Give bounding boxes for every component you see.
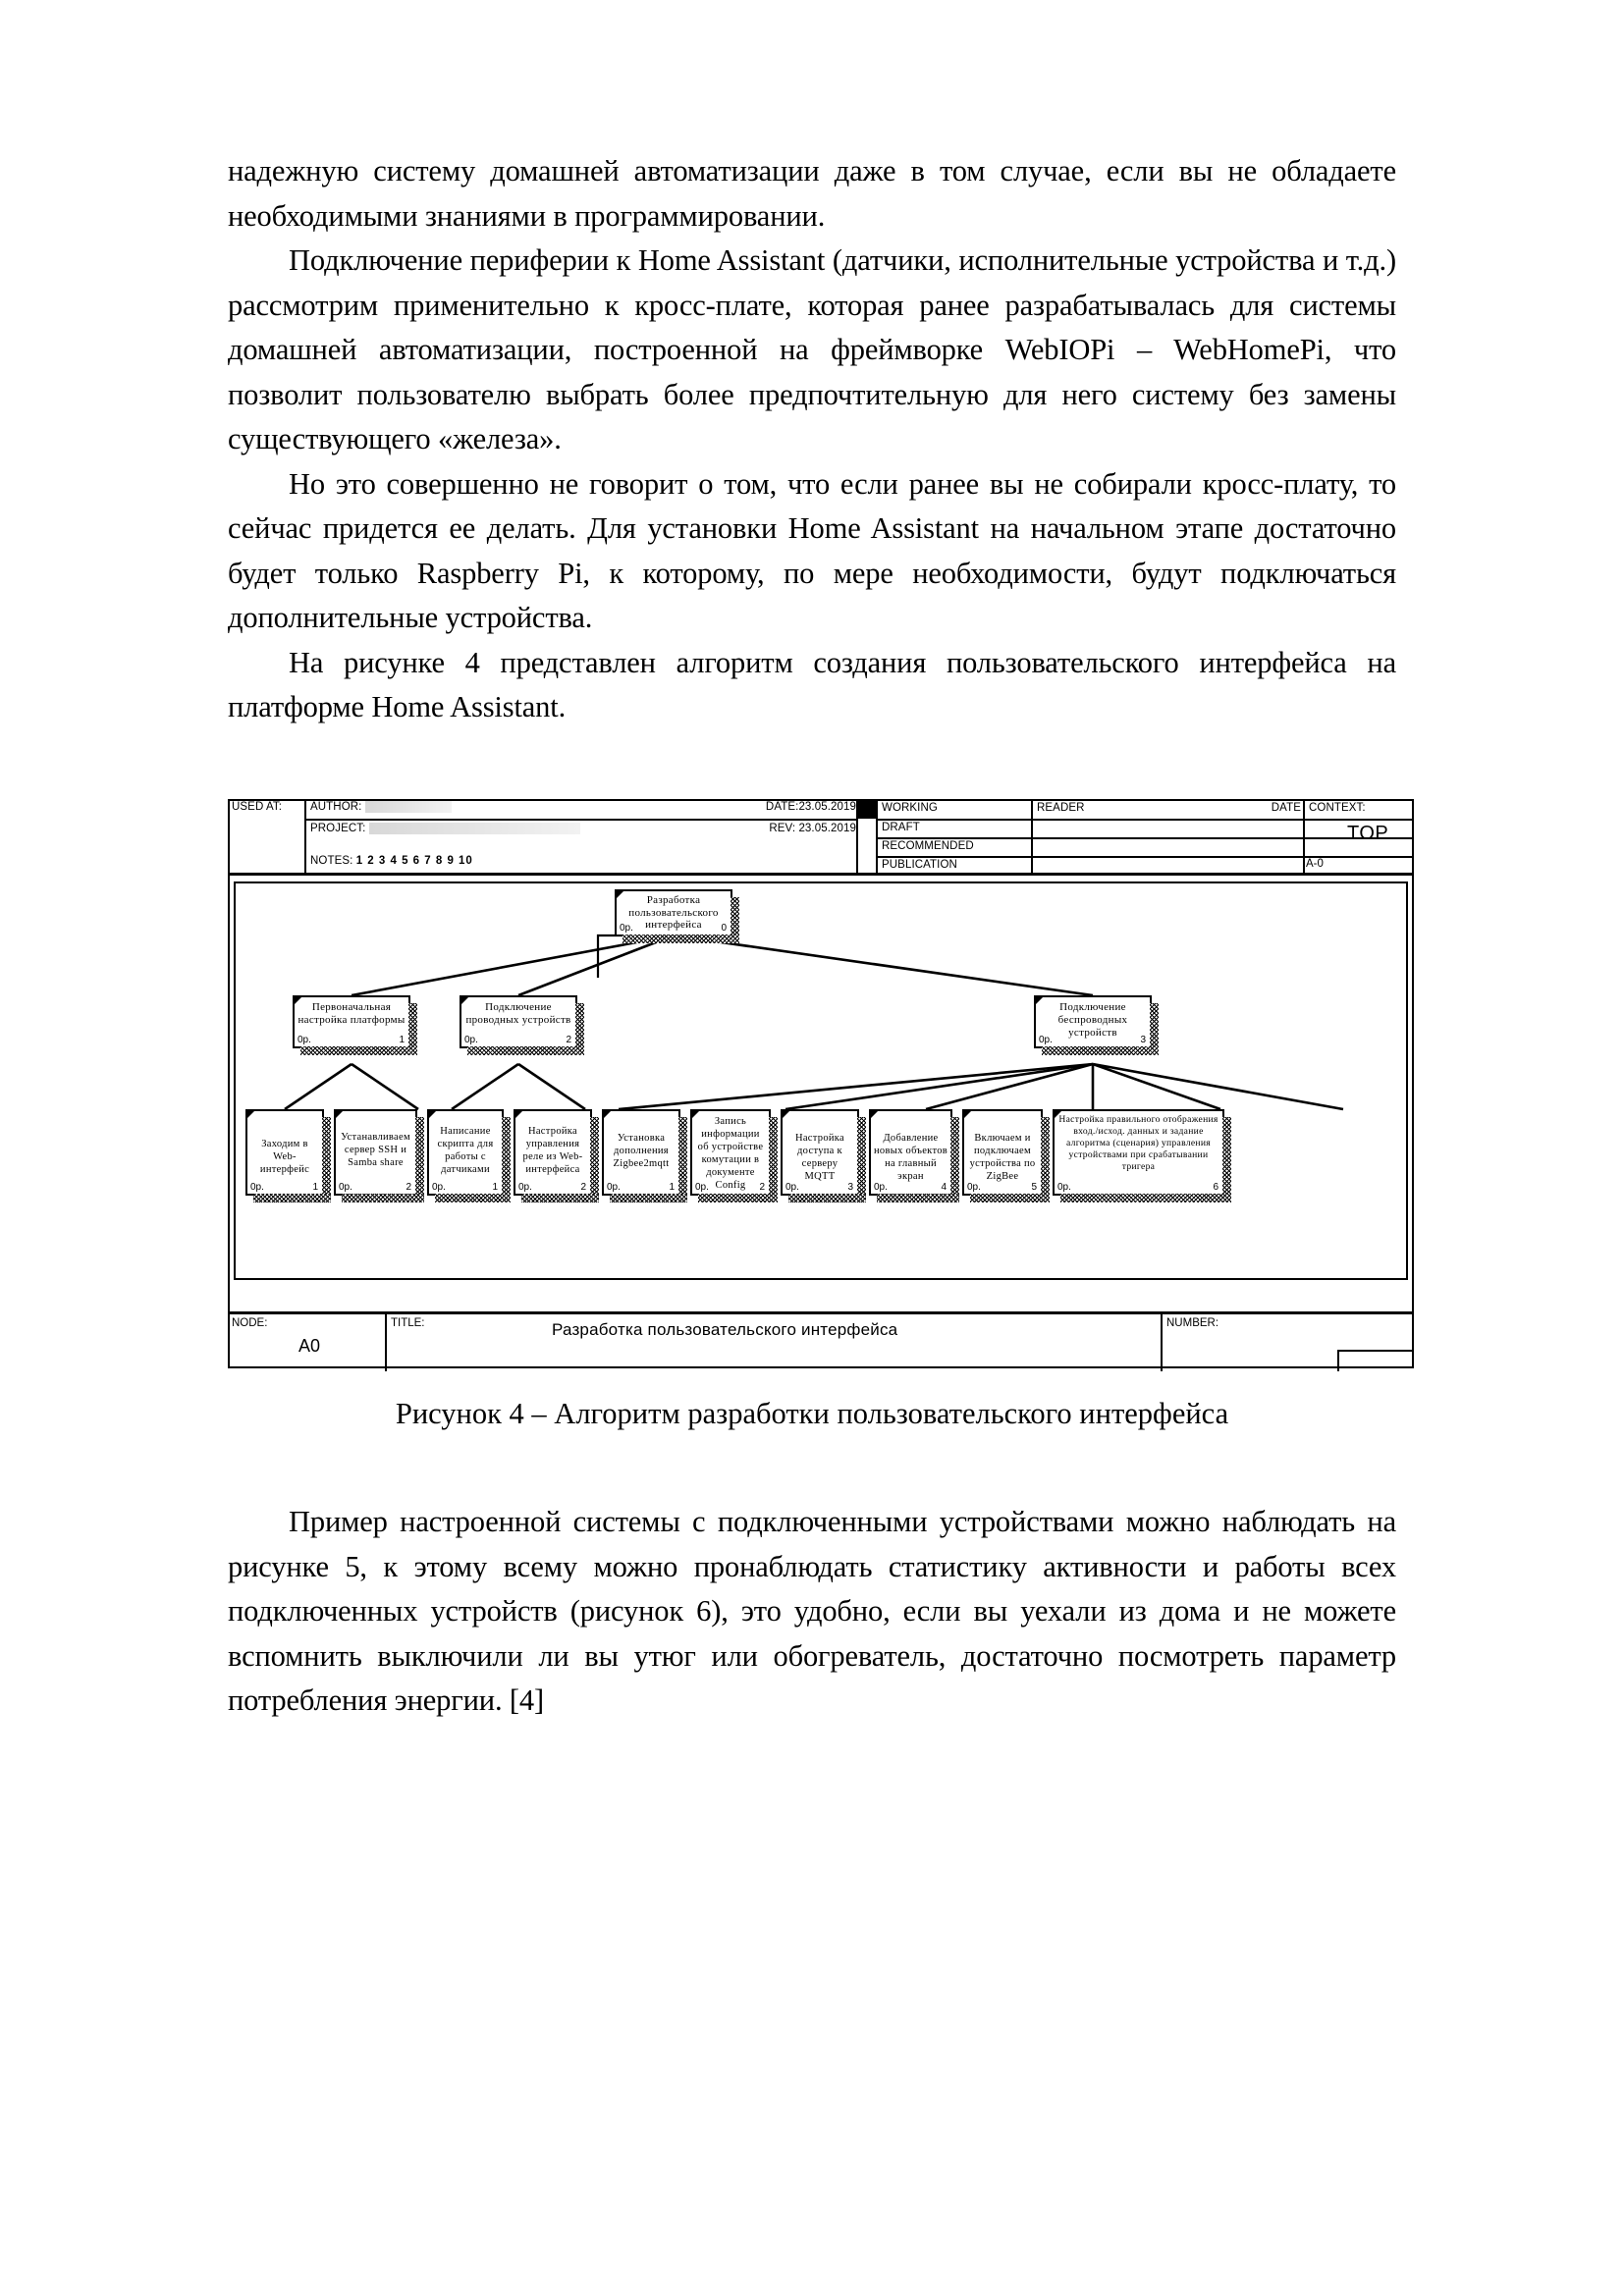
node-number: 1 — [492, 1182, 498, 1193]
paragraph: Пример настроенной системы с подключенными устройствами можно наблюдать на рисунке 5, к этому всему можно пронаблюдать статистику активности и работы всех подключенных устройств (рисунок 6), это удобно, если вы уехали из дома и не можете вспомнить выключили ли вы утюг или обогреватель, достаточно посмотреть параметр потребления энергии. [4] — [228, 1505, 1396, 1717]
paragraph: На рисунке 4 представлен алгоритм создания пользовательского интерфейса на платформе Home Assistant. — [228, 645, 1396, 723]
node-shadow — [769, 1117, 778, 1202]
context-value: TOP — [1347, 823, 1389, 844]
node-label: Устанавливаем сервер SSH и Samba share — [341, 1132, 410, 1168]
node-label: Запись информации об устройстве комутации в документе Config — [697, 1116, 764, 1191]
node-number: 3 — [847, 1182, 853, 1193]
context-label: CONTEXT: — [1309, 802, 1366, 814]
node-leaf-10[interactable] — [1053, 1109, 1224, 1196]
node-leaf-8[interactable] — [869, 1109, 952, 1196]
status-recommended: RECOMMENDED — [882, 840, 974, 852]
node-shadow-bottom — [253, 1194, 331, 1202]
node-shadow — [950, 1117, 959, 1202]
node-corner-icon — [429, 1111, 436, 1118]
project-label — [306, 821, 580, 835]
diagram-footer — [228, 1311, 1414, 1368]
node-cost: 0р. — [785, 1182, 799, 1193]
node-shadow-bottom — [877, 1194, 959, 1202]
footer-title-label: TITLE: — [391, 1317, 425, 1329]
node-number: 2 — [566, 1035, 571, 1045]
node-label: Настройка правильного отображения вход./исход. данных и задание алгоритма (сценария) управления устройствами при срабатывании тригера — [1058, 1114, 1218, 1172]
node-shadow — [1222, 1117, 1231, 1202]
paragraph: надежную систему домашней автоматизации даже в том случае, если вы не обладаете необходимыми знаниями в программировании. — [228, 154, 1396, 233]
tree-connector-lines — [234, 881, 1408, 1280]
date-field — [670, 799, 856, 814]
idef0-node-tree-figure — [228, 799, 1414, 1368]
status-publication: PUBLICATION — [882, 859, 957, 871]
date-column-label: DATE — [1271, 802, 1301, 814]
node-shadow-bottom — [698, 1194, 778, 1202]
context-node-id: A-0 — [1306, 858, 1324, 870]
node-shadow-bottom — [300, 1046, 417, 1055]
node-label: Разработка пользовательского интерфейса — [628, 894, 719, 931]
node-number: 2 — [759, 1182, 765, 1193]
used-at-label: USED AT: — [232, 801, 283, 813]
rev-label: REV: — [769, 823, 796, 834]
node-cost: 0р. — [464, 1035, 478, 1045]
node-root[interactable] — [615, 889, 732, 936]
node-number: 1 — [399, 1035, 405, 1045]
node-shadow — [857, 1117, 866, 1202]
status-working: WORKING — [882, 802, 938, 814]
node-number: 2 — [580, 1182, 586, 1193]
diagram-header — [228, 799, 1414, 876]
node-cost: 0р. — [432, 1182, 446, 1193]
node-shadow — [678, 1117, 687, 1202]
date-value: 23.05.2019 — [798, 801, 856, 813]
author-label-text: AUTHOR: — [310, 801, 362, 814]
node-label: Первоначальная настройка платформы — [298, 1001, 406, 1026]
node-level2-2[interactable] — [460, 995, 577, 1048]
node-number: 5 — [1031, 1182, 1037, 1193]
node-shadow — [502, 1117, 511, 1202]
node-shadow-bottom — [521, 1194, 599, 1202]
node-shadow-bottom — [342, 1194, 424, 1202]
node-shadow — [590, 1117, 599, 1202]
notes-row — [306, 853, 473, 868]
node-number: 4 — [941, 1182, 947, 1193]
rev-field — [670, 821, 856, 835]
node-shadow-bottom — [970, 1194, 1050, 1202]
reader-label: READER — [1037, 802, 1085, 814]
node-label: Включаем и подключаем устройства по ZigBee — [969, 1133, 1036, 1182]
node-cost: 0р. — [874, 1182, 888, 1193]
node-corner-icon — [604, 1111, 611, 1118]
node-leaf-7[interactable] — [781, 1109, 859, 1196]
node-label: Подключение проводных устройств — [465, 1001, 571, 1026]
body-text-after-figure — [228, 1500, 1396, 1724]
node-label: Написание скрипта для работы с датчиками — [437, 1126, 494, 1175]
node-label: Настройка доступа к серверу MQTT — [794, 1133, 845, 1182]
node-label: Добавление новых объектов на главный экран — [874, 1133, 947, 1182]
node-label: Заходим в Web-интерфейс — [259, 1139, 310, 1175]
node-leaf-6[interactable] — [690, 1109, 771, 1196]
footer-node-label: NODE: — [232, 1317, 268, 1329]
node-shadow-bottom — [467, 1046, 584, 1055]
node-number: 6 — [1213, 1182, 1218, 1193]
node-corner-icon — [871, 1111, 878, 1118]
node-cost: 0р. — [967, 1182, 981, 1193]
node-leaf-5[interactable] — [602, 1109, 680, 1196]
node-shadow-bottom — [1042, 1046, 1159, 1055]
node-leaf-9[interactable] — [962, 1109, 1043, 1196]
node-shadow — [415, 1117, 424, 1202]
node-corner-icon — [964, 1111, 971, 1118]
diagram-canvas — [234, 881, 1408, 1280]
node-leaf-4[interactable] — [514, 1109, 592, 1196]
node-cost: 0р. — [620, 923, 633, 934]
date-label: DATE: — [765, 801, 799, 813]
node-shadow-bottom — [788, 1194, 866, 1202]
node-corner-icon — [247, 1111, 254, 1118]
project-label-text: PROJECT: — [310, 823, 366, 835]
node-corner-icon — [783, 1111, 789, 1118]
body-text-before-figure — [228, 149, 1396, 730]
node-shadow — [1041, 1117, 1050, 1202]
node-cost: 0р. — [1039, 1035, 1053, 1045]
node-corner-icon — [336, 1111, 343, 1118]
node-leaf-1[interactable] — [245, 1109, 324, 1196]
author-label — [306, 799, 452, 814]
node-cost: 0р. — [518, 1182, 532, 1193]
node-cost: 0р. — [339, 1182, 352, 1193]
author-redacted-value — [365, 801, 452, 813]
footer-number-label: NUMBER: — [1166, 1317, 1219, 1329]
notes-label: NOTES: — [310, 855, 353, 867]
notes-numbers: 1 2 3 4 5 6 7 8 9 10 — [355, 855, 473, 867]
node-level2-1[interactable] — [293, 995, 410, 1048]
node-cost: 0р. — [250, 1182, 264, 1193]
figure-caption: Рисунок 4 – Алгоритм разработки пользовательского интерфейса — [395, 1397, 1229, 1430]
node-corner-icon — [515, 1111, 522, 1118]
node-level2-3[interactable] — [1034, 995, 1152, 1048]
node-number: 3 — [1140, 1035, 1146, 1045]
status-draft: DRAFT — [882, 822, 920, 833]
node-cost: 0р. — [1057, 1182, 1071, 1193]
node-label: Настройка управления реле из Web-интерфейса — [522, 1126, 583, 1175]
node-label: Установка дополнения Zigbee2mqtt — [613, 1133, 670, 1169]
header-black-marker — [856, 799, 876, 819]
node-leaf-2[interactable] — [334, 1109, 417, 1196]
node-number: 1 — [312, 1182, 318, 1193]
node-label: Подключение беспроводных устройств — [1057, 1001, 1128, 1039]
node-shadow-bottom — [1060, 1194, 1231, 1202]
footer-node-value: A0 — [298, 1336, 321, 1356]
paragraph: Но это совершенно не говорит о том, что если ранее вы не собирали кросс-плату, то сейчас придется ее делать. Для установки Home Assistant на начальном этапе достаточно будет только Raspberry Pi, к которому, по мере необходимости, будут подключаться дополнительные устройства. — [228, 466, 1396, 634]
node-number: 2 — [406, 1182, 411, 1193]
node-cost: 0р. — [607, 1182, 621, 1193]
node-shadow-bottom — [435, 1194, 511, 1202]
node-shadow-bottom — [623, 934, 739, 943]
node-number: 1 — [669, 1182, 675, 1193]
node-leaf-3[interactable] — [427, 1109, 504, 1196]
footer-title-value: Разработка пользовательского интерфейса — [552, 1320, 898, 1339]
project-redacted-value — [369, 823, 580, 834]
node-number: 0 — [721, 923, 727, 934]
node-shadow — [322, 1117, 331, 1202]
node-cost: 0р. — [695, 1182, 709, 1193]
node-cost: 0р. — [298, 1035, 311, 1045]
node-shadow-bottom — [610, 1194, 687, 1202]
header-row-divider — [876, 819, 1414, 821]
rev-value: 23.05.2019 — [798, 823, 856, 834]
footer-number-box — [1337, 1350, 1414, 1371]
paragraph: Подключение периферии к Home Assistant (датчики, исполнительные устройства и т.д.) рассмотрим применительно к кросс-плате, которая ранее разрабатывалась для системы домашней автоматизации, построенной на фреймворке WebIOPi – WebHomePi, что позволит пользователю выбрать более предпочтительную для него систему без замены существующего «железа». — [228, 243, 1396, 455]
